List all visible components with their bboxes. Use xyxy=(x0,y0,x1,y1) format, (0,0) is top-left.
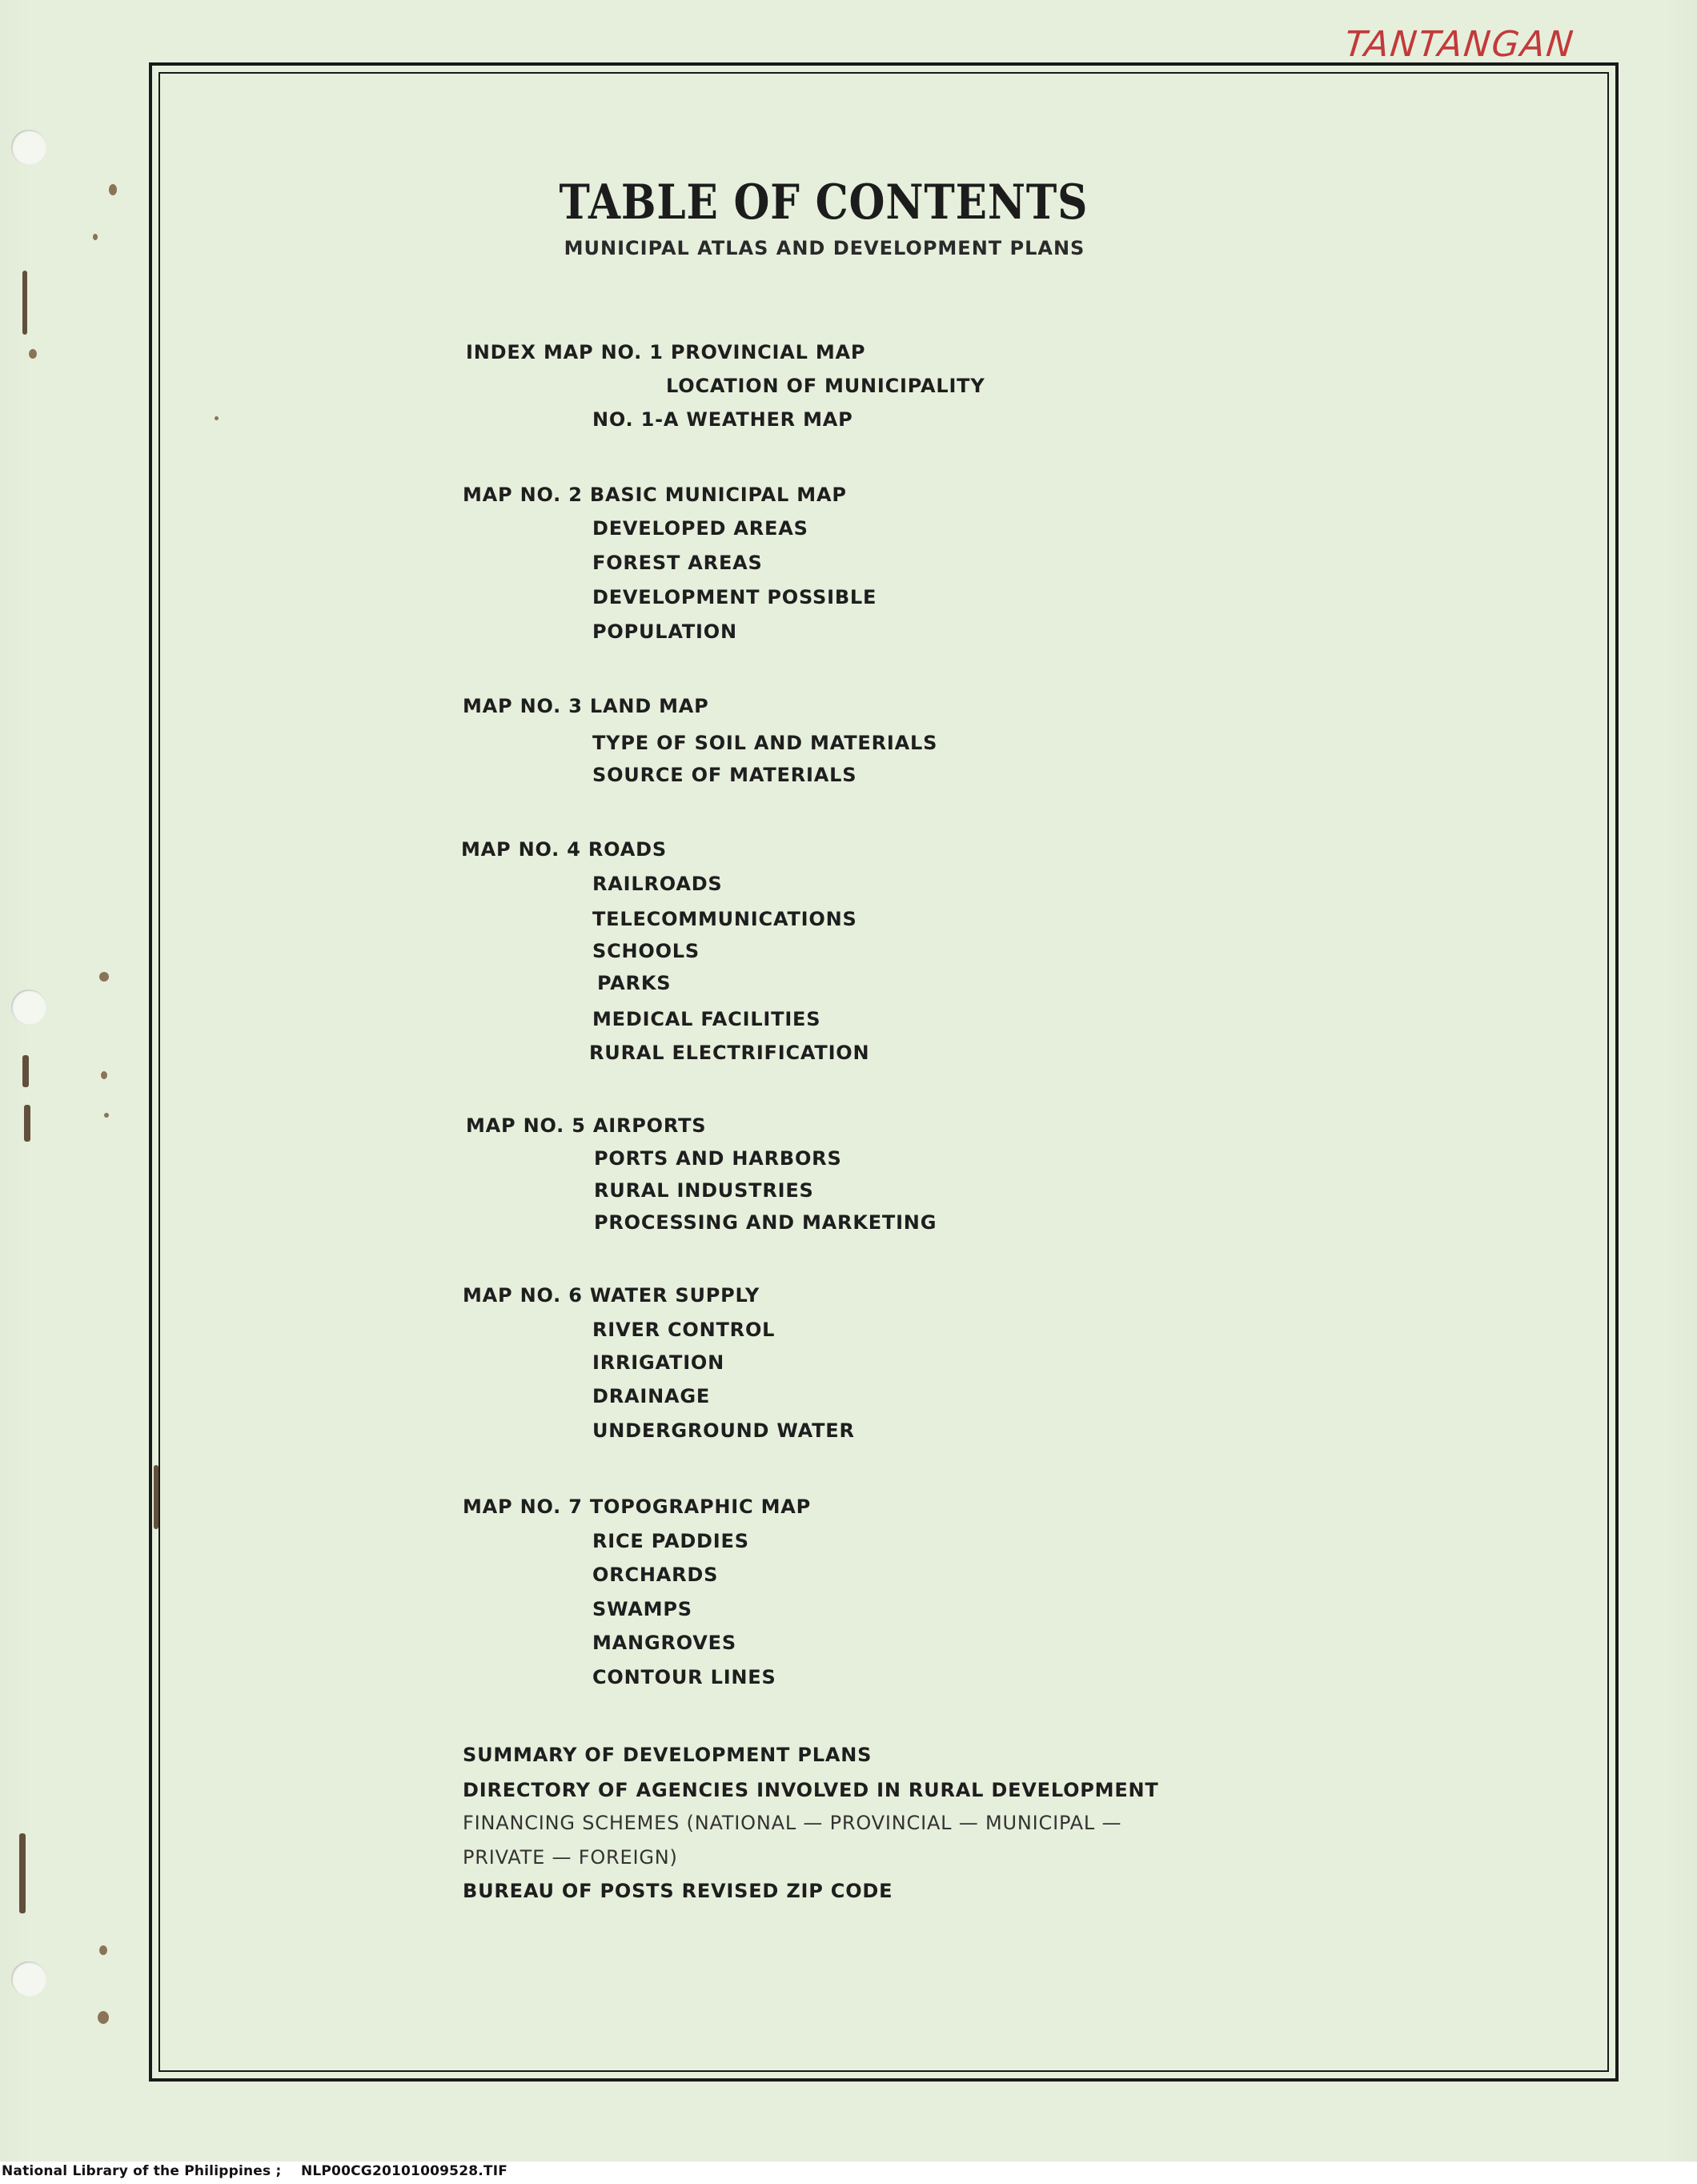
toc-subentry: IRRIGATION xyxy=(592,1351,725,1374)
toc-subentry: UNDERGROUND WATER xyxy=(592,1419,855,1442)
rust-mark xyxy=(19,1833,26,1913)
toc-entry-financing-continued: PRIVATE — FOREIGN) xyxy=(463,1846,678,1869)
page-subtitle: MUNICIPAL ATLAS AND DEVELOPMENT PLANS xyxy=(564,237,1085,259)
stain-spot xyxy=(98,2011,109,2024)
stain-spot xyxy=(99,1945,107,1955)
toc-entry-index-map-1: INDEX MAP NO. 1 PROVINCIAL MAP xyxy=(466,341,866,363)
toc-subentry: CONTOUR LINES xyxy=(592,1666,776,1688)
toc-subentry: DRAINAGE xyxy=(592,1385,711,1407)
toc-entry-map-4: MAP NO. 4 ROADS xyxy=(461,838,667,861)
toc-subentry: SOURCE OF MATERIALS xyxy=(592,764,857,786)
toc-subentry: MANGROVES xyxy=(592,1632,736,1654)
binder-hole-middle xyxy=(11,990,46,1025)
toc-subentry: PORTS AND HARBORS xyxy=(594,1147,842,1170)
toc-subentry: PROCESSING AND MARKETING xyxy=(594,1211,937,1234)
toc-subentry: MEDICAL FACILITIES xyxy=(592,1008,821,1030)
rust-mark xyxy=(24,1105,30,1142)
rust-mark xyxy=(22,271,27,335)
toc-subentry: FOREST AREAS xyxy=(592,552,763,574)
toc-subentry: RIVER CONTROL xyxy=(592,1319,776,1341)
toc-subentry: RURAL ELECTRIFICATION xyxy=(589,1042,870,1064)
archive-footer-caption: National Library of the Philippines ; NLP00CG20101009528.TIF xyxy=(2,2163,508,2179)
stain-spot xyxy=(29,349,37,359)
toc-subentry: RAILROADS xyxy=(592,873,723,895)
binder-hole-top xyxy=(11,130,46,165)
toc-subentry: TYPE OF SOIL AND MATERIALS xyxy=(592,732,938,754)
toc-entry-summary: SUMMARY OF DEVELOPMENT PLANS xyxy=(463,1744,873,1766)
toc-entry-map-2: MAP NO. 2 BASIC MUNICIPAL MAP xyxy=(463,484,847,506)
page-border-inner xyxy=(158,72,1609,2072)
toc-subentry: DEVELOPMENT POSSIBLE xyxy=(592,586,877,608)
stain-spot xyxy=(101,1071,107,1079)
toc-subentry: RICE PADDIES xyxy=(592,1530,749,1552)
toc-entry-financing: FINANCING SCHEMES (NATIONAL — PROVINCIAL — MUNICIPAL — xyxy=(463,1812,1122,1834)
toc-subentry: SWAMPS xyxy=(592,1598,692,1620)
stain-spot xyxy=(99,972,109,982)
toc-entry-map-3: MAP NO. 3 LAND MAP xyxy=(463,695,709,717)
toc-subentry: TELECOMMUNICATIONS xyxy=(592,908,857,930)
toc-subentry: POPULATION xyxy=(592,620,737,643)
toc-entry-zip-code: BUREAU OF POSTS REVISED ZIP CODE xyxy=(463,1880,893,1902)
toc-entry-map-6: MAP NO. 6 WATER SUPPLY xyxy=(463,1284,760,1307)
toc-subentry: RURAL INDUSTRIES xyxy=(594,1179,814,1202)
toc-entry-map-5: MAP NO. 5 AIRPORTS xyxy=(466,1114,707,1137)
toc-subentry: LOCATION OF MUNICIPALITY xyxy=(666,375,985,397)
handwritten-municipality-name: TANTANGAN xyxy=(1342,24,1577,65)
toc-entry-map-7: MAP NO. 7 TOPOGRAPHIC MAP xyxy=(463,1495,812,1518)
toc-subentry: SCHOOLS xyxy=(592,940,700,962)
toc-subentry: ORCHARDS xyxy=(592,1564,719,1586)
toc-entry-map-1a: NO. 1-A WEATHER MAP xyxy=(592,408,853,431)
stain-spot xyxy=(104,1113,109,1118)
binder-hole-bottom xyxy=(11,1961,46,1997)
rust-mark xyxy=(22,1055,29,1087)
toc-entry-directory: DIRECTORY OF AGENCIES INVOLVED IN RURAL DEVELOPMENT xyxy=(463,1779,1159,1801)
toc-subentry: PARKS xyxy=(597,972,672,994)
toc-subentry: DEVELOPED AREAS xyxy=(592,517,808,540)
page-title: TABLE OF CONTENTS xyxy=(559,175,1089,231)
